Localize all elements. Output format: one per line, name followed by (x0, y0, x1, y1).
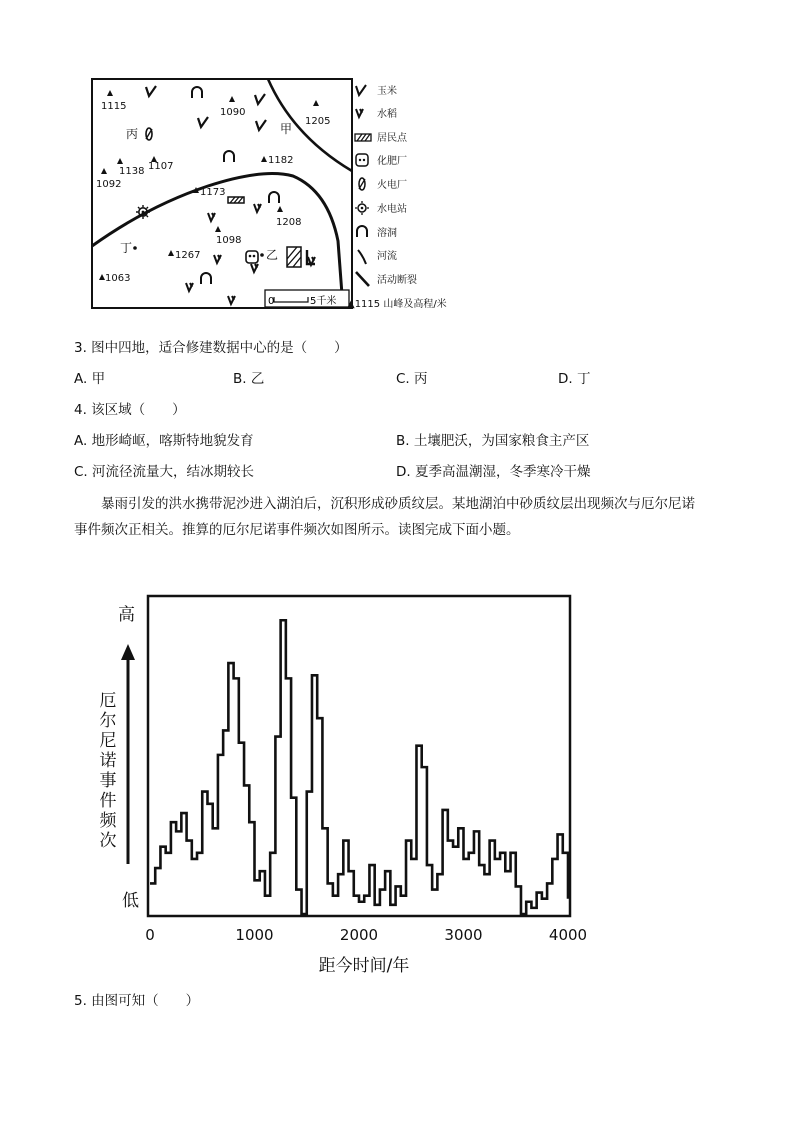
q4-option-b[interactable]: B. 土壤肥沃，为国家粮食主产区 (396, 433, 590, 449)
y-axis-label: 厄尔尼诺事件频次 (99, 691, 117, 851)
corn-icons (146, 86, 266, 130)
thermal-plant-icon (359, 178, 365, 190)
place-dot (133, 246, 137, 250)
q4-option-a[interactable]: A. 地形崎岖，喀斯特地貌发育 (74, 433, 254, 449)
x-tick-label: 3000 (444, 926, 483, 944)
place-ding: 丁 (120, 241, 133, 255)
y-tick-low: 低 (122, 891, 139, 911)
hydro-station-icon (355, 201, 369, 215)
peak-label: 1208 (276, 217, 302, 228)
fertilizer-factory-icon (246, 251, 258, 263)
scale-label: 5千米 (310, 296, 337, 307)
q3-option-a[interactable]: A. 甲 (74, 371, 106, 387)
place-jia: 甲 (280, 122, 293, 136)
intro-line-2: 事件频次正相关。推算的厄尔尼诺事件频次如图所示。读图完成下面小题。 (74, 522, 520, 538)
series-group (150, 620, 568, 914)
x-axis-label: 距今时间/年 (318, 956, 410, 976)
place-bing: 丙 (126, 127, 139, 141)
legend-label: 居民点 (377, 133, 407, 144)
thermal-plant-icon (146, 128, 152, 140)
q4-option-d[interactable]: D. 夏季高温潮湿，冬季寒冷干燥 (396, 464, 591, 480)
intro-paragraph (74, 491, 724, 543)
map-figure (88, 76, 458, 312)
legend-label: 水稻 (377, 109, 397, 120)
place-yi: 乙 (266, 248, 279, 262)
legend-label: 火电厂 (377, 180, 407, 191)
peak-label: 1115 (101, 101, 127, 112)
y-tick-high: 高 (118, 605, 135, 625)
scale-zero: 0 (268, 296, 275, 307)
legend-label: 溶洞 (377, 228, 397, 239)
question-3-stem: 3. 图中四地，适合修建数据中心的是（ ） (74, 340, 348, 356)
q4-option-c[interactable]: C. 河流径流量大，结冰期较长 (74, 464, 255, 480)
chart-frame (148, 596, 570, 916)
settlement-icons (228, 197, 301, 267)
series-line (150, 620, 568, 914)
y-axis-arrowhead (121, 644, 135, 660)
peak-label: 1092 (96, 179, 122, 190)
q3-option-b[interactable]: B. 乙 (233, 371, 265, 387)
question-5-stem: 5. 由图可知（ ） (74, 993, 200, 1009)
peak-label: 1173 (200, 187, 226, 198)
peak-label: 1267 (175, 250, 201, 261)
legend-label: 水电站 (377, 204, 407, 215)
q3-option-c[interactable]: C. 丙 (396, 371, 428, 387)
x-tick-label: 4000 (548, 926, 588, 944)
legend-label: ▲1115 山峰及高程/米 (347, 299, 447, 310)
corn-icon (356, 85, 366, 95)
question-4-stem: 4. 该区域（ ） (74, 402, 186, 418)
intro-line-1: 暴雨引发的洪水携带泥沙进入湖泊后，沉积形成砂质纹层。某地湖泊中砂质纹层出现频次与厄尔尼诺 (101, 496, 695, 512)
peak-label: 1205 (305, 116, 331, 127)
peak-label: 1107 (148, 161, 174, 172)
peak-label: 1098 (216, 235, 242, 246)
legend-label: 河流 (377, 251, 397, 262)
x-tick-label: 1000 (235, 926, 274, 944)
hydro-station-icon (136, 205, 150, 219)
settlement-icon (355, 134, 371, 141)
river-icon (358, 250, 366, 264)
legend-label: 玉米 (377, 86, 397, 97)
scale-box (265, 290, 349, 307)
peak-label: 1138 (119, 166, 145, 177)
el-nino-chart (90, 588, 600, 980)
peak-label: 1182 (268, 155, 294, 166)
legend-label: 化肥厂 (377, 156, 407, 167)
map-legend (347, 84, 447, 310)
cave-icon (357, 226, 367, 237)
peak-label: 1063 (105, 273, 131, 284)
place-dot (260, 253, 264, 257)
rice-icon (356, 109, 363, 117)
fertilizer-factory-icon (356, 154, 368, 166)
x-tick-label: 0 (145, 926, 155, 944)
q3-option-d[interactable]: D. 丁 (558, 371, 591, 387)
x-ticks (145, 926, 587, 944)
fault-icon (356, 272, 369, 286)
peak-label: 1090 (220, 107, 246, 118)
legend-label: 活动断裂 (377, 275, 417, 286)
x-tick-label: 2000 (339, 926, 379, 944)
